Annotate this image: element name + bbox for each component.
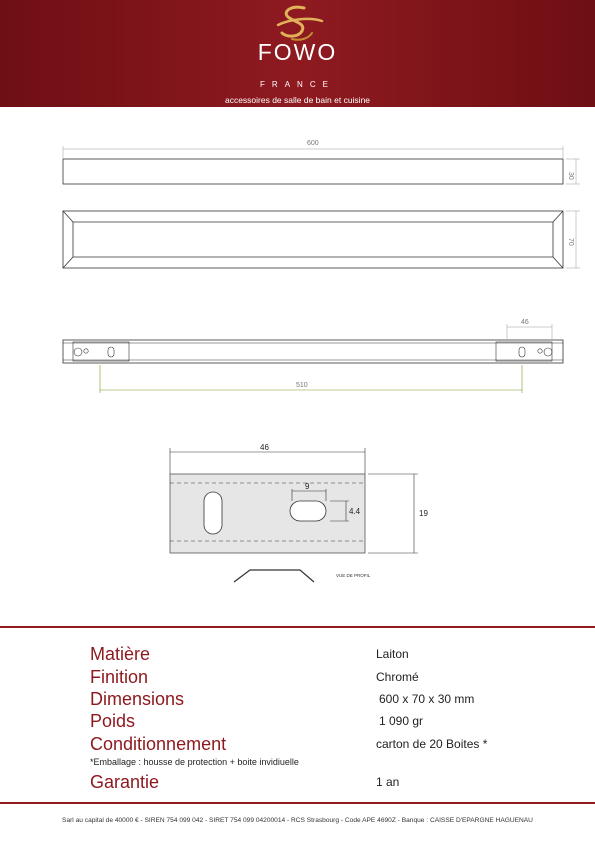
fixing-detail	[170, 448, 418, 582]
dim-fixing-offset-label: 46	[521, 319, 529, 326]
spec-warranty-value: 1 an	[376, 775, 400, 789]
fixing-spacing-dimension	[100, 365, 522, 393]
company-legal-footer: Sarl au capital de 40000 € - SIREN 754 099 042 - SIRET 754 099 04200014 - RCS Strasbourg - Code APE 4690Z - Banque : CAISSE D'EPARGNE HAGUENAU	[62, 817, 533, 824]
spec-material-value: Laiton	[376, 647, 409, 661]
top-view	[63, 146, 580, 184]
detail-slot-width-label: 9	[305, 482, 310, 491]
brand-tagline: accessoires de salle de bain et cuisine	[224, 95, 371, 105]
bottom-divider	[0, 802, 595, 804]
detail-width-label: 46	[260, 443, 269, 452]
back-view	[63, 324, 563, 363]
spec-finish-label: Finition	[90, 667, 149, 687]
spec-weight-label: Poids	[90, 711, 136, 731]
brand-name: FOWO	[257, 39, 338, 65]
dim-height-label: 70	[567, 238, 574, 246]
spec-dimensions-value: 600 x 70 x 30 mm	[379, 692, 475, 706]
dim-fixing-spacing-label: 510	[296, 382, 308, 389]
spec-packaging-value: carton de 20 Boites *	[376, 737, 488, 751]
detail-slot-height-label: 4.4	[349, 507, 361, 516]
packaging-note: *Emballage : housse de protection + boite invidiuelle	[90, 757, 299, 767]
spec-finish-value: Chromé	[376, 670, 419, 684]
front-view	[63, 211, 580, 268]
profile-caption: VUE DE PROFIL	[336, 573, 371, 578]
top-divider	[0, 626, 595, 628]
spec-material-label: Matière	[90, 644, 151, 664]
spec-packaging-label: Conditionnement	[90, 734, 227, 754]
technical-drawing	[0, 107, 595, 607]
spec-weight-value: 1 090 gr	[379, 714, 424, 728]
fowo-logo-icon	[270, 3, 326, 43]
dim-length-label: 600	[307, 140, 319, 147]
spec-dimensions-label: Dimensions	[90, 689, 185, 709]
dim-depth-label: 30	[567, 172, 574, 180]
detail-height-label: 19	[419, 509, 428, 518]
spec-warranty-label: Garantie	[90, 772, 160, 792]
header-banner	[0, 0, 595, 107]
brand-country: FRANCE	[260, 80, 335, 89]
